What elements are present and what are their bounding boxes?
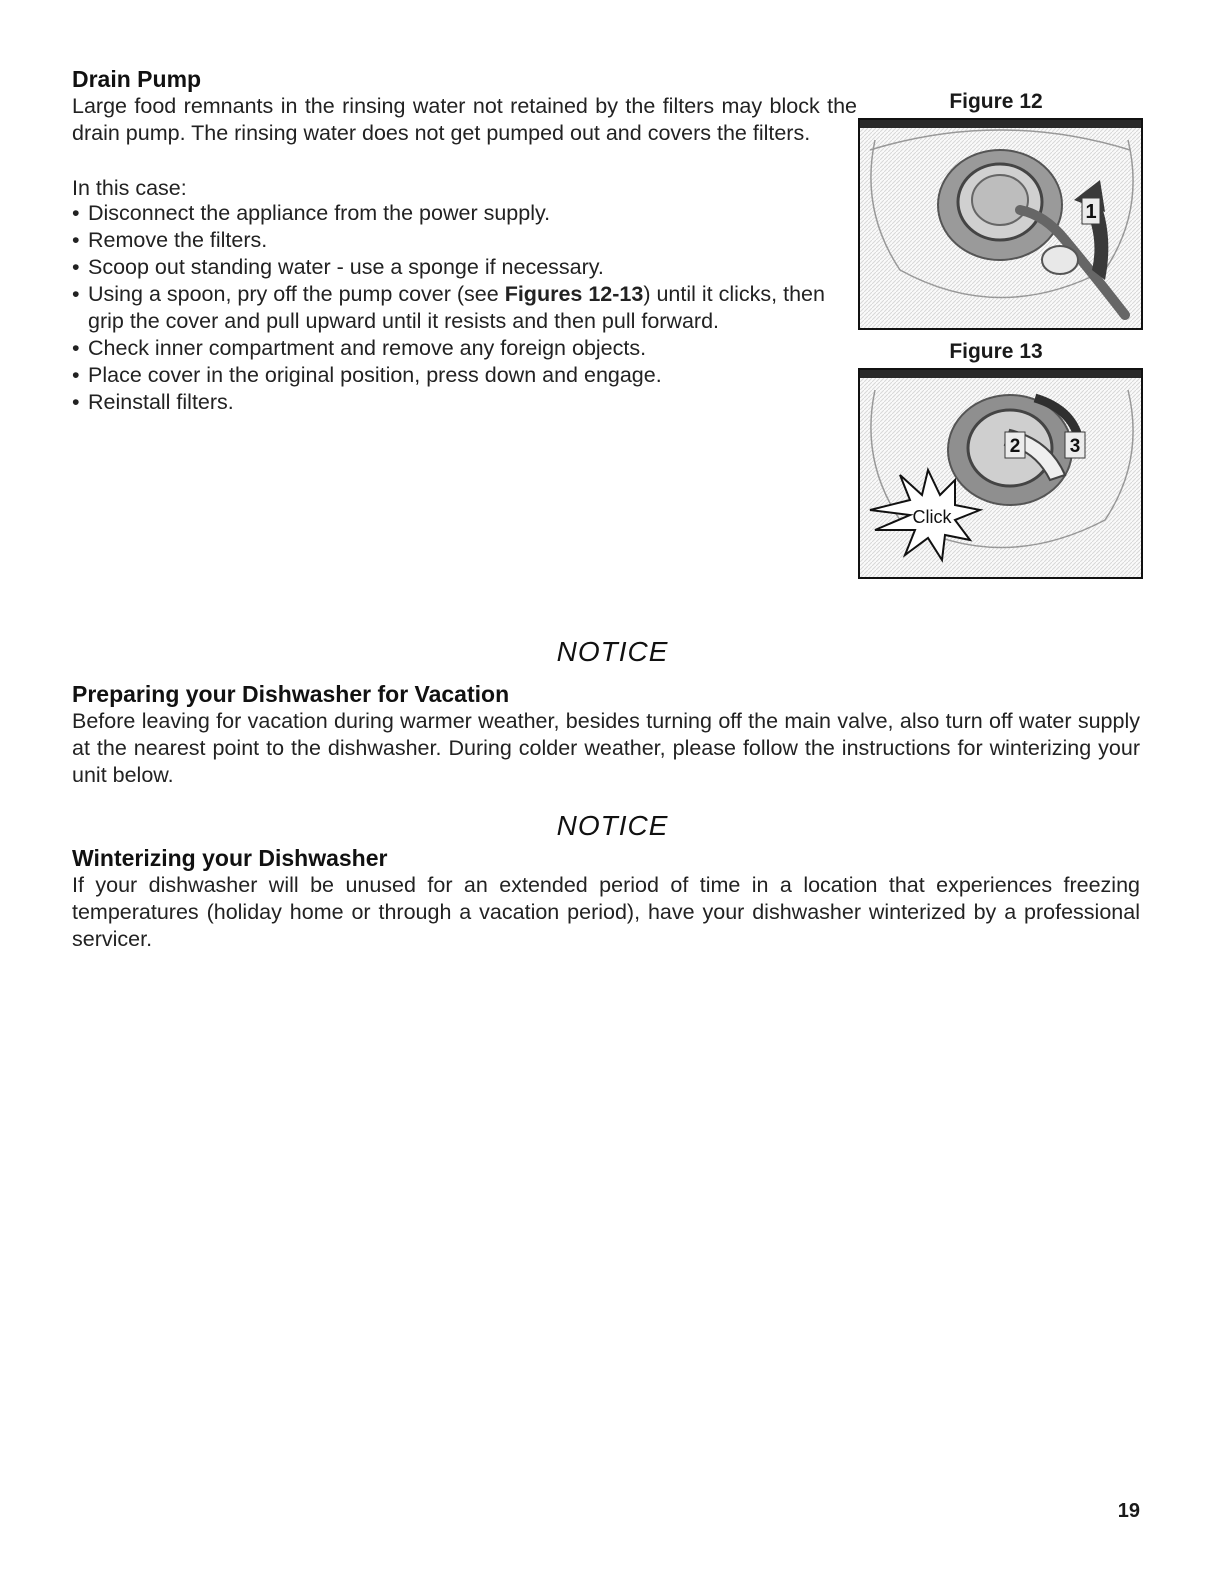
vacation-heading: Preparing your Dishwasher for Vacation (72, 681, 510, 707)
list-item (72, 362, 862, 389)
page-number: 19 (1117, 1500, 1140, 1522)
winterizing-heading: Winterizing your Dishwasher (72, 845, 388, 871)
step-text: Remove the filters. (88, 228, 268, 252)
step-text: Check inner compartment and remove any foreign objects. (88, 336, 647, 360)
winterizing-body: If your dishwasher will be unused for an extended period of time in a location that experiences freezing temperatures (holiday home or through a vacation period), have your dishwasher winterized by a professional servicer. (72, 873, 1140, 951)
step-text: Disconnect the appliance from the power supply. (88, 201, 551, 225)
figure-12-illustration (858, 118, 1143, 330)
drain-pump-intro: Large food remnants in the rinsing water not retained by the filters may block the drain pump. The rinsing water does not get pumped out and covers the filters. (72, 94, 857, 145)
figure-reference: Figures 12-13 (504, 282, 644, 306)
step-number-2: 2 (1009, 436, 1021, 457)
list-item (72, 227, 862, 254)
bullet-icon: • (72, 228, 80, 252)
case-label: In this case: (72, 176, 187, 200)
list-item (72, 389, 862, 416)
step-text: Using a spoon, pry off the pump cover (see (88, 282, 505, 306)
list-item (72, 335, 862, 362)
notice-label-1: NOTICE (556, 636, 669, 667)
bullet-icon: • (72, 336, 80, 360)
bullet-icon: • (72, 255, 80, 279)
bullet-icon: • (72, 201, 80, 225)
bullet-icon: • (72, 363, 80, 387)
pump-cover-illustration (860, 120, 1141, 328)
step-text: Scoop out standing water - use a sponge if necessary. (88, 255, 604, 279)
step-text: Place cover in the original position, press down and engage. (88, 363, 662, 387)
list-item (72, 200, 862, 227)
figure-13-illustration (858, 368, 1143, 579)
step-text: Reinstall filters. (88, 390, 234, 414)
vacation-body: Before leaving for vacation during warmer weather, besides turning off the main valve, also turn off water supply at the nearest point to the dishwasher. During colder weather, please follow the instructions for winterizing your unit below. (72, 709, 1140, 787)
bullet-icon: • (72, 282, 80, 306)
figure-12-caption: Figure 12 (949, 90, 1043, 113)
pump-cover-click-illustration (860, 370, 1141, 577)
step-number-1: 1 (1085, 201, 1097, 223)
bullet-icon: • (72, 390, 80, 414)
step-text: ) until it clicks, then grip the cover and pull upward until it resists and then pull forward. (88, 282, 825, 333)
drain-pump-heading: Drain Pump (72, 66, 202, 92)
list-item (72, 281, 862, 335)
list-item (72, 254, 862, 281)
click-label: Click (912, 507, 952, 527)
step-number-3: 3 (1069, 436, 1081, 457)
notice-label-2: NOTICE (556, 810, 669, 841)
figure-13-caption: Figure 13 (949, 340, 1043, 363)
drain-pump-steps (72, 200, 862, 416)
